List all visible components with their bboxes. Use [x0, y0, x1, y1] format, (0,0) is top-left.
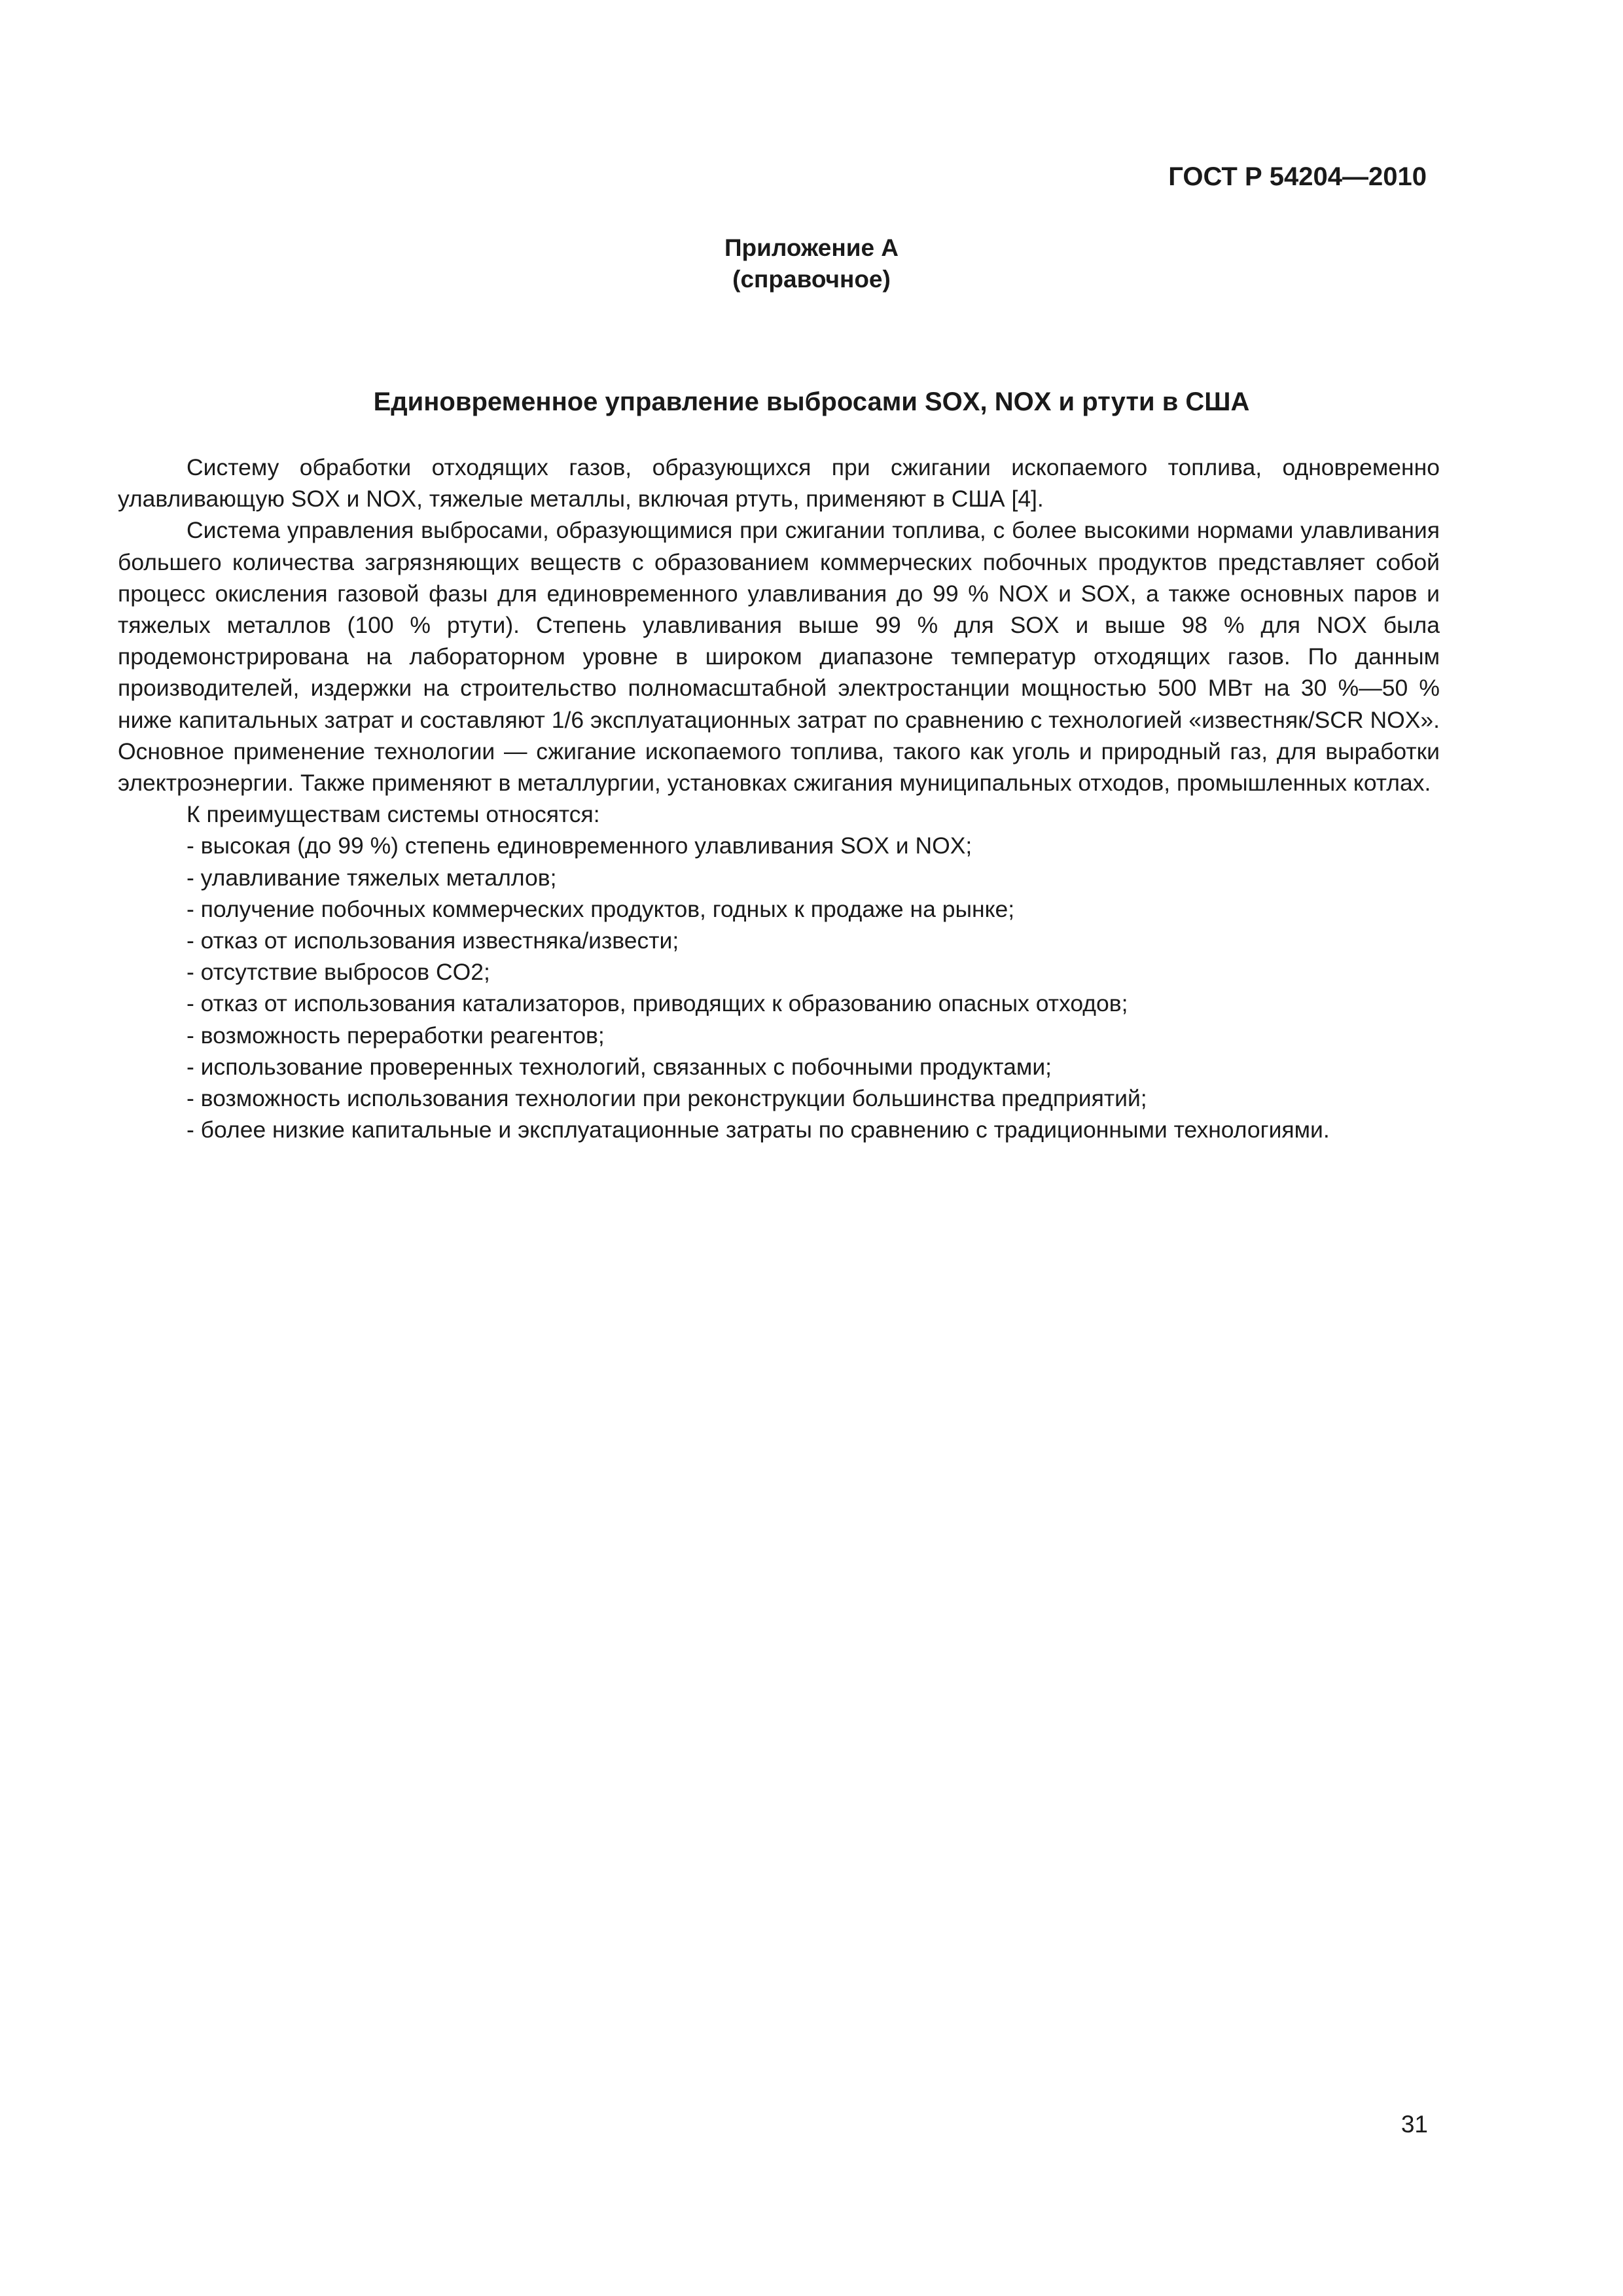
list-item: - улавливание тяжелых металлов; [187, 864, 557, 891]
list-item: - более низкие капитальные и эксплуатационные затраты по сравнению с традиционными технологиями. [187, 1117, 1330, 1143]
list-item: - отказ от использования катализаторов, приводящих к образованию опасных отходов; [187, 990, 1128, 1017]
appendix-label: Приложение А [724, 234, 899, 261]
page-number: 31 [1400, 2111, 1428, 2138]
advantages-list [118, 830, 1440, 1145]
list-item: - высокая (до 99 %) степень единовременного улавливания SOX и NOX; [187, 833, 972, 859]
document-body [118, 452, 1440, 1145]
paragraph-description: Система управления выбросами, образующимися при сжигании топлива, с более высокими нормами улавливания большего количества загрязняющих веществ с образованием коммерческих побочных продуктов представляет собой процесс окисления газовой фазы для единовременного улавливания до 99 % NOX и SOX, а также основных паров и тяжелых металлов (100 % ртути). Степень улавливания выше 99 % для SOX и выше 98 % для NOX была продемонстрирована на лабораторном уровне в широком диапазоне температур отходящих газов. По данным производителей, издержки на строительство полномасштабной электростанции мощностью 500 МВт на 30 %—50 % ниже капитальных затрат и составляют 1/6 эксплуатационных затрат по сравнению с технологией «известняк/SCR NOX». Основное применение технологии — сжигание ископаемого топлива, такого как уголь и природный газ, для выработки электроэнергии. Также применяют в металлургии, установках сжигания муниципальных отходов, промышленных котлах. [118, 517, 1440, 797]
list-item: - получение побочных коммерческих продуктов, годных к продаже на рынке; [187, 895, 1015, 922]
appendix-heading [0, 232, 1623, 295]
list-item: - возможность переработки реагентов; [187, 1022, 605, 1049]
list-item: - отказ от использования известняка/извести; [187, 927, 679, 954]
list-item: - возможность использования технологии при реконструкции большинства предприятий; [187, 1085, 1147, 1112]
section-title: Единовременное управление выбросами SOX, NOX и ртути в США [373, 387, 1250, 416]
document-code: ГОСТ Р 54204—2010 [1168, 162, 1427, 191]
paragraph-intro: Систему обработки отходящих газов, образующихся при сжигании ископаемого топлива, одновременно улавливающую SOX и NOX, тяжелые металлы, включая ртуть, применяют в США [4]. [118, 454, 1440, 512]
appendix-type: (справочное) [732, 266, 891, 293]
list-item: - отсутствие выбросов CO2; [187, 959, 490, 986]
list-item: - использование проверенных технологий, связанных с побочными продуктами; [187, 1053, 1052, 1080]
paragraph-advantages-lead: К преимуществам системы относятся: [187, 801, 600, 828]
